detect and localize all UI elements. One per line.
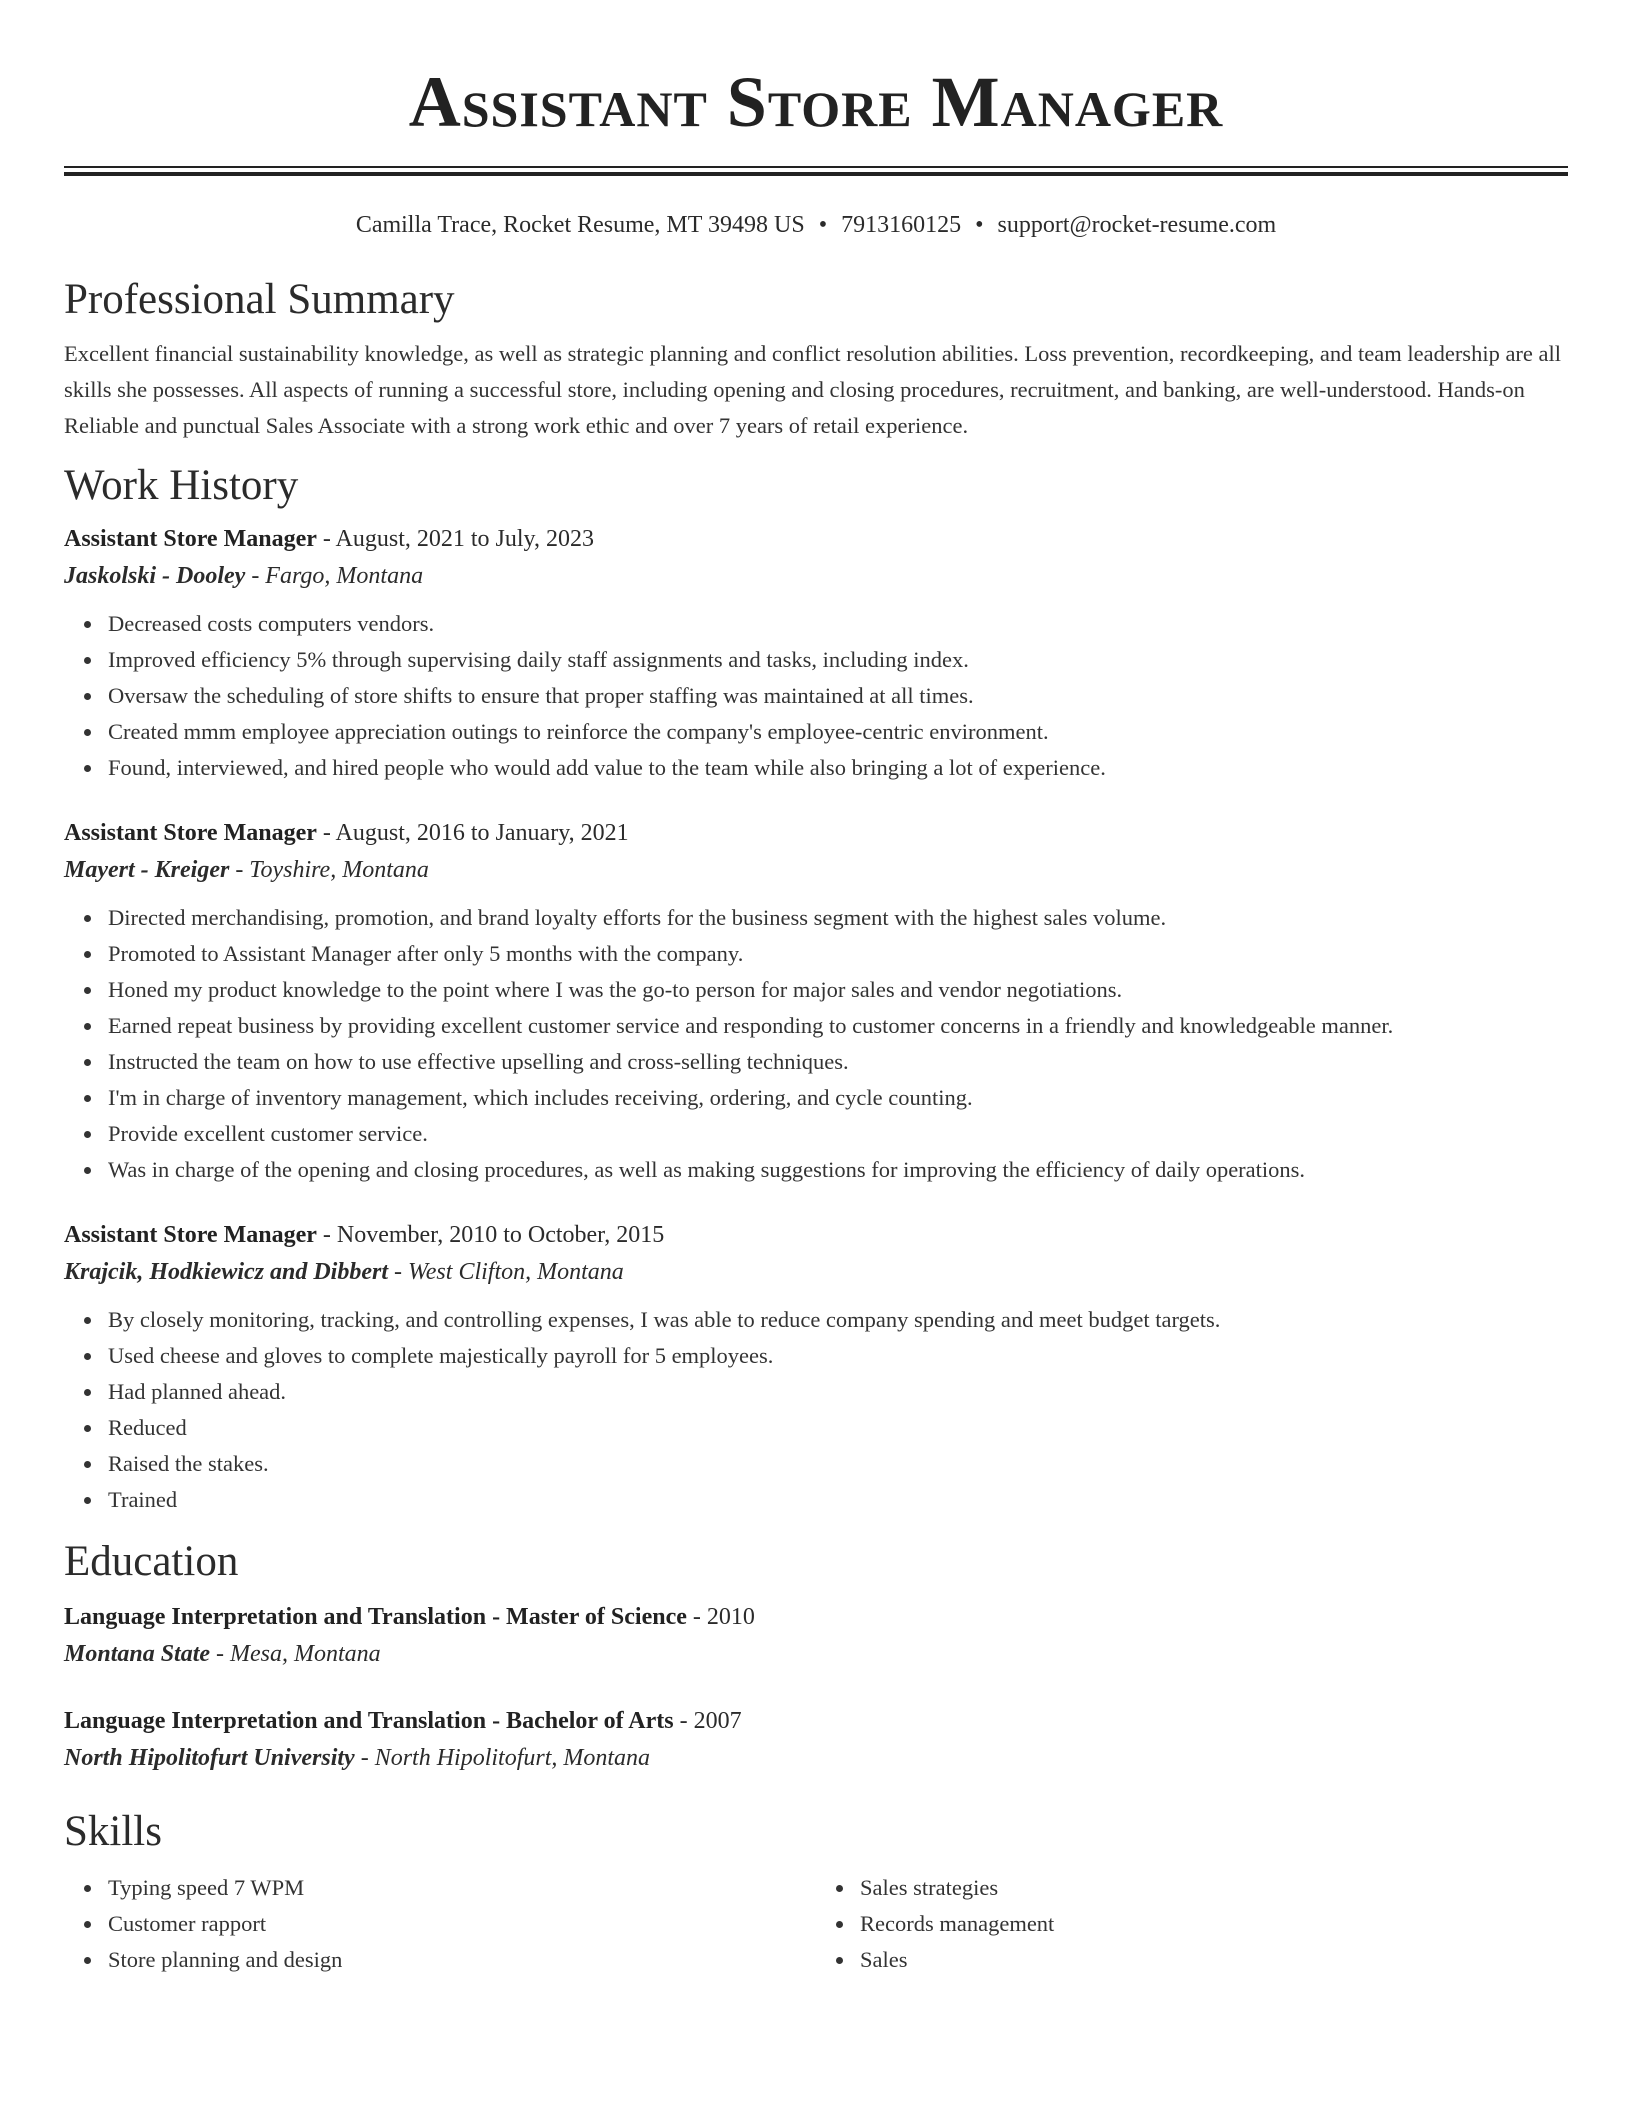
job-bullets [64,606,1568,786]
job-title: Assistant Store Manager [64,820,317,846]
job-dates: - November, 2010 to October, 2015 [316,1222,665,1248]
contact-line [64,210,1568,240]
school-name: North Hipolitofurt University [64,1745,355,1771]
list-item: Found, interviewed, and hired people who would add value to the team while also bringing a lot of experience. [108,750,1568,786]
job-employer [64,556,1568,596]
list-item: Honed my product knowledge to the point where I was the go-to person for major sales and vendor negotiations. [108,972,1568,1008]
school-location: - North Hipolitofurt, Montana [354,1745,651,1771]
school-line [64,1738,1568,1778]
list-item: Raised the stakes. [108,1446,1568,1482]
job-title: Assistant Store Manager [64,526,317,552]
list-item: Promoted to Assistant Manager after only 5 months with the company. [108,936,1568,972]
skills-heading: Skills [64,1808,162,1855]
skill-item: Store planning and design [108,1942,816,1978]
list-item: Used cheese and gloves to complete majestically payroll for 5 employees. [108,1338,1568,1374]
school-line [64,1634,1568,1674]
school-location: - Mesa, Montana [210,1641,381,1667]
job-employer [64,1252,1568,1292]
education-entry [64,1600,1568,1674]
list-item: Reduced [108,1410,1568,1446]
job-entry [64,522,1568,786]
degree-header [64,1600,1568,1634]
job-dates: - August, 2016 to January, 2021 [316,820,629,846]
summary-text: Excellent financial sustainability knowledge, as well as strategic planning and conflict resolution abilities. Loss prevention, recordkeeping, and team leadership are all skills she possesses. All aspects of running a successful store, including opening and closing procedures, recruitment, and banking, are well-understood. Hands-on Reliable and punctual Sales Associate with a strong work ethic and over 7 years of retail experience. [64,341,1562,438]
title-divider [64,166,1568,176]
job-title: Assistant Store Manager [64,1222,317,1248]
resume-page [64,0,1568,1978]
company-location: - Fargo, Montana [245,563,424,589]
list-item: By closely monitoring, tracking, and controlling expenses, I was able to reduce company spending and meet budget targets. [108,1302,1568,1338]
job-dates: - August, 2021 to July, 2023 [316,526,594,552]
list-item: Decreased costs computers vendors. [108,606,1568,642]
skill-item: Sales [860,1942,1568,1978]
degree-year: - 2010 [686,1604,755,1630]
skill-item: Sales strategies [860,1870,1568,1906]
list-item: Earned repeat business by providing excellent customer service and responding to customer concerns in a friendly and knowledgeable manner. [108,1008,1568,1044]
skills-column-right [816,1870,1568,1978]
education-heading: Education [64,1538,239,1585]
school-name: Montana State [64,1641,211,1667]
list-item: Improved efficiency 5% through supervising daily staff assignments and tasks, including index. [108,642,1568,678]
list-item: Created mmm employee appreciation outings to reinforce the company's employee-centric environment. [108,714,1568,750]
skill-item: Typing speed 7 WPM [108,1870,816,1906]
contact-email: support@rocket-resume.com [997,212,1277,238]
job-employer [64,850,1568,890]
job-header [64,522,1568,556]
company-name: Mayert - Kreiger [64,857,230,883]
job-bullets [64,1302,1568,1518]
education-entry [64,1704,1568,1778]
contact-separator: • [818,212,828,238]
skills-list [64,1870,1568,1978]
work-history-heading: Work History [64,462,299,509]
company-location: - Toyshire, Montana [229,857,429,883]
contact-phone: 7913160125 [841,212,962,238]
list-item: I'm in charge of inventory management, which includes receiving, ordering, and cycle counting. [108,1080,1568,1116]
skill-item: Records management [860,1906,1568,1942]
list-item: Instructed the team on how to use effective upselling and cross-selling techniques. [108,1044,1568,1080]
skills-column-left [64,1870,816,1978]
job-entry [64,816,1568,1188]
company-location: - West Clifton, Montana [388,1259,624,1285]
contact-separator: • [975,212,984,238]
job-entry [64,1218,1568,1518]
list-item: Trained [108,1482,1568,1518]
list-item: Oversaw the scheduling of store shifts to ensure that proper staffing was maintained at all times. [108,678,1568,714]
skill-item: Customer rapport [108,1906,816,1942]
job-header [64,816,1568,850]
degree-name: Language Interpretation and Translation - Master of Science [64,1604,687,1630]
list-item: Was in charge of the opening and closing procedures, as well as making suggestions for improving the efficiency of daily operations. [108,1152,1568,1188]
job-bullets [64,900,1568,1188]
resume-title: Assistant Store Manager [408,62,1224,142]
job-header [64,1218,1568,1252]
degree-year: - 2007 [673,1708,742,1734]
company-name: Krajcik, Hodkiewicz and Dibbert [64,1259,388,1285]
contact-address: Camilla Trace, Rocket Resume, MT 39498 US [355,212,805,238]
company-name: Jaskolski - Dooley [64,563,246,589]
degree-name: Language Interpretation and Translation - Bachelor of Arts [64,1708,674,1734]
summary-heading: Professional Summary [64,276,455,323]
degree-header [64,1704,1568,1738]
list-item: Had planned ahead. [108,1374,1568,1410]
list-item: Directed merchandising, promotion, and brand loyalty efforts for the business segment with the highest sales volume. [108,900,1568,936]
list-item: Provide excellent customer service. [108,1116,1568,1152]
